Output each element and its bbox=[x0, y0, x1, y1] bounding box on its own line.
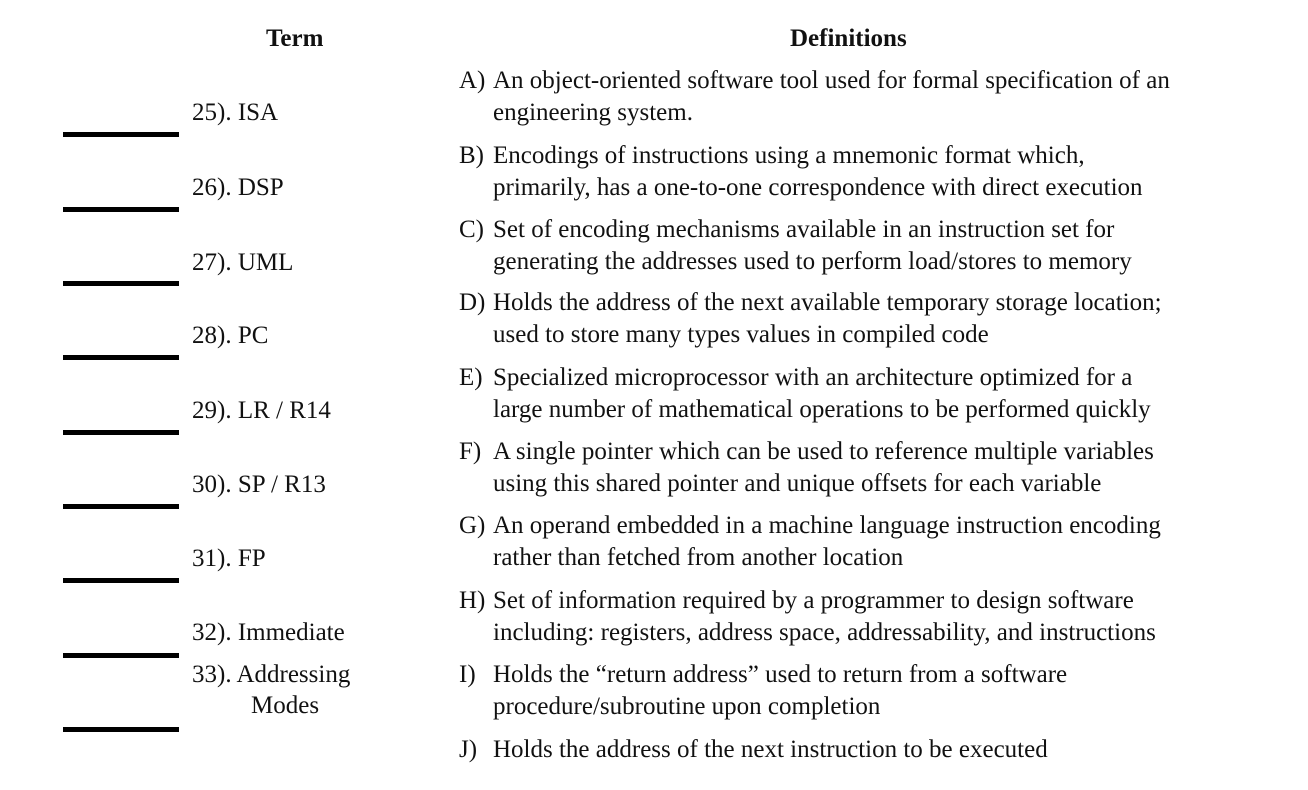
term-31: 31). FP bbox=[192, 545, 266, 572]
definition-text-line: generating the addresses used to perform load/stores to memory bbox=[493, 248, 1132, 275]
definition-text-line: Set of information required by a programmer to design software bbox=[493, 587, 1134, 614]
definition-text-line: using this shared pointer and unique offsets for each variable bbox=[493, 470, 1102, 497]
definition-text-line: A single pointer which can be used to reference multiple variables bbox=[493, 438, 1154, 465]
definition-text-line: engineering system. bbox=[493, 99, 693, 126]
term-29: 29). LR / R14 bbox=[192, 397, 331, 424]
answer-blank-30[interactable] bbox=[63, 504, 179, 509]
definition-text-line: primarily, has a one-to-one correspondence with direct execution bbox=[493, 174, 1143, 201]
definition-letter: F) bbox=[459, 438, 482, 465]
definition-letter: I) bbox=[459, 661, 476, 688]
term-column-header: Term bbox=[266, 25, 324, 52]
term-33-line-1: 33). Addressing bbox=[192, 661, 351, 688]
answer-blank-29[interactable] bbox=[63, 430, 179, 435]
definition-letter: C) bbox=[459, 216, 484, 243]
definition-text-line: Set of encoding mechanisms available in an instruction set for bbox=[493, 216, 1115, 243]
definition-e bbox=[459, 362, 1259, 426]
definition-text-line: including: registers, address space, addressability, and instructions bbox=[493, 619, 1156, 646]
definition-letter: B) bbox=[459, 142, 484, 169]
answer-blank-26[interactable] bbox=[63, 207, 179, 212]
definition-c bbox=[459, 214, 1259, 278]
definition-b bbox=[459, 140, 1259, 204]
definition-text-line: large number of mathematical operations to be performed quickly bbox=[493, 396, 1151, 423]
definition-i bbox=[459, 659, 1259, 723]
definition-letter: G) bbox=[459, 512, 486, 539]
term-30: 30). SP / R13 bbox=[192, 471, 326, 498]
definition-text-line: Specialized microprocessor with an architecture optimized for a bbox=[493, 364, 1133, 391]
term-27: 27). UML bbox=[192, 249, 294, 276]
definition-text-line: An object-oriented software tool used for formal specification of an bbox=[493, 67, 1170, 94]
term-32: 32). Immediate bbox=[192, 619, 345, 646]
term-25: 25). ISA bbox=[192, 99, 279, 126]
definition-j bbox=[459, 734, 1259, 766]
answer-blank-31[interactable] bbox=[63, 578, 179, 583]
definition-text-line: Holds the “return address” used to return from a software bbox=[493, 661, 1068, 688]
definition-g bbox=[459, 510, 1259, 574]
answer-blank-25[interactable] bbox=[63, 132, 179, 137]
answer-blank-27[interactable] bbox=[63, 281, 179, 286]
definition-h bbox=[459, 585, 1259, 649]
definition-a bbox=[459, 65, 1259, 129]
definition-text-line: procedure/subroutine upon completion bbox=[493, 693, 881, 720]
definition-letter: A) bbox=[459, 67, 486, 94]
term-28: 28). PC bbox=[192, 322, 269, 349]
definition-letter: J) bbox=[459, 736, 478, 763]
definition-text-line: Holds the address of the next instruction to be executed bbox=[493, 736, 1048, 763]
definition-text-line: An operand embedded in a machine language instruction encoding bbox=[493, 512, 1161, 539]
term-33 bbox=[192, 659, 350, 721]
definition-letter: H) bbox=[459, 587, 486, 614]
term-33-line-2: Modes bbox=[251, 692, 320, 719]
definition-text-line: rather than fetched from another location bbox=[493, 544, 904, 571]
definition-letter: E) bbox=[459, 364, 483, 391]
definitions-column-header: Definitions bbox=[790, 25, 907, 52]
answer-blank-32[interactable] bbox=[63, 653, 179, 658]
term-26: 26). DSP bbox=[192, 174, 284, 201]
definition-text-line: Holds the address of the next available temporary storage location; bbox=[493, 289, 1162, 316]
answer-blank-28[interactable] bbox=[63, 355, 179, 360]
definition-f bbox=[459, 436, 1259, 500]
definition-letter: D) bbox=[459, 289, 486, 316]
definition-text-line: used to store many types values in compiled code bbox=[493, 321, 989, 348]
answer-blank-33[interactable] bbox=[63, 727, 179, 732]
definition-text-line: Encodings of instructions using a mnemonic format which, bbox=[493, 142, 1085, 169]
definition-d bbox=[459, 287, 1259, 351]
